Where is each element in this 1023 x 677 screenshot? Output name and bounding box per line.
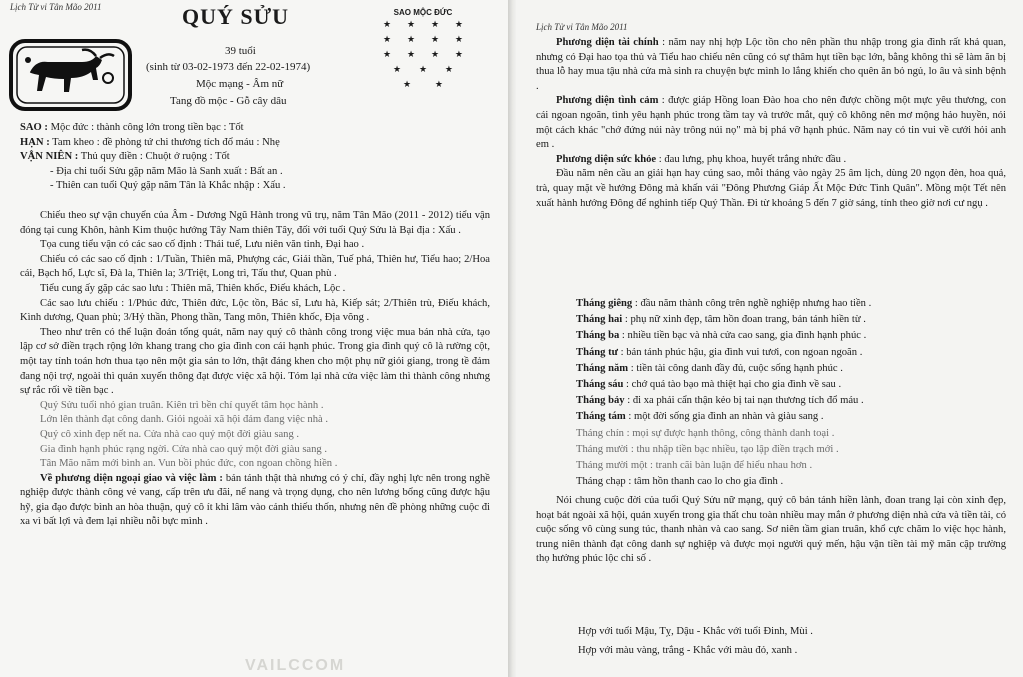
sao-han-block [20,121,490,194]
month-item: Tháng giêng : đầu năm thành công trên nghề nghiệp nhưng hao tiền . [576,298,872,309]
paragraph: Theo như trên có thể luận đoán tổng quát, năm nay quý cô thành công trong việc mua bán nhà cửa, tạo lập cơ sở điền trạch rộng lớn khang trang cho gia đình con cái hạnh phúc. Trong gia đình quý cô là rường cột, một tay tính toán hơn thua tạo nên một gia sản to lớn, thật đáng khen cho một phụ nữ giỏi giang, trong tề đảm đang nội trợ, ngoài thì quán xuyến thông đạt được việc xã hội. Tóm lại nhà cửa việc làm thì thành công nhưng sự rắc rối về tiền bạc . [20,326,490,397]
month-item: Tháng ba : nhiều tiền bạc và nhà cửa cao sang, gia đình hạnh phúc . [576,330,867,342]
month-item: Tháng hai : phụ nữ xinh đẹp, tâm hồn đoan trang, bản tánh hiền từ . [576,314,866,326]
paragraph: Tiểu cung ấy gặp các sao lưu : Thiên mã, Thiên khốc, Điếu khách, Lộc . [40,282,346,294]
list-item: Tân Mão năm mới bình an. Vun bồi phúc đức, con ngoan chồng hiền . [40,458,338,470]
month-item: Tháng bảy : đi xa phải cẩn thận kẻo bị tai nạn thương tích đổ máu . [576,395,864,407]
running-header-right: Lịch Tử vi Tân Mão 2011 [536,22,628,32]
paragraph: Tọa cung tiểu vận có các sao cố định : Thái tuế, Lưu niên văn tinh, Đại hao . [40,239,365,251]
star-row: ★ ★ ★ ★ [383,19,463,29]
van-nien-line: VẬN NIÊN : Thủ quy điền : Chuột ở ruộng : Tốt [20,151,230,163]
body-text-right [536,36,1006,211]
list-item: Quý cô xinh đẹp nết na. Cửa nhà cao quý một đời giàu sang . [40,428,300,440]
han-line: HẠN : Tam kheo : đề phòng tứ chi thương tích đổ máu : Nhẹ [20,136,280,148]
summary-block [536,494,1006,567]
left-page [0,0,508,677]
star-label: SAO MỘC ĐỨC [393,8,453,17]
tai-chinh-paragraph: Phương diện tài chính : năm nay nhị hợp Lộc tồn cho nên phần thu nhập trong gia đình rất khả quan, nhưng có Đại hao tọa thủ và Tiểu hao chiếu nên cũng có sự thâm hụt tiền bạc lớn, bằng không thì sẽ làm ăn bị thua lỗ hay mua tậu nhà cửa mà sinh ra chuyện bực mình lo lắng khiến cho quên ăn bỏ ngủ, lo âu và sinh bệnh . [536,37,1006,92]
page-title: QUÝ SỬU [182,4,290,29]
menh-line: Mộc mạng - Âm nữ [196,78,284,90]
ngoai-giao-paragraph: Về phương diện ngoại giao và việc làm : bản tánh thật thà nhưng có ý chí, đầy nghị lực nên trong nghề nghiệp được thành công vẻ vang, cấp trên ưu đãi, nể nang và trọng dụng, cho nên lương bổng cũng được hậu hỹ, gia đạo được bình an hòa thuận, quý cô ít khi lâm vào cảnh thiếu thốn, nhưng nên đề phòng những cuộc đi xa vì bất lợi và đem lại nhiều nỗi bực mình . [20,472,490,528]
star-row: ★ ★ ★ [393,64,453,74]
page-gutter [508,0,516,677]
paragraph: Chiếu theo sự vận chuyển của Âm - Dương Ngũ Hành trong vũ trụ, năm Tân Mão (2011 - 2012) tiểu vận đóng tại cung Khôn, hành Kim thuộc hướng Tây Nam thiên Tây, đối với tuổi Quý Sửu là Bại địa : Xấu . [20,210,490,236]
paragraph: Chiếu có các sao cố định : 1/Tuần, Thiên mã, Phượng các, Giải thần, Tuế phá, Thiên hư, Tiểu hao; 2/Hoa cái, Bạch hổ, Lực sĩ, Đà la, Thiên la; 3/Triệt, Long trì, Tấu thư, Quan phù . [20,253,490,280]
month-item: Tháng sáu : chớ quá tào bạo mà thiệt hại cho gia đình về sau . [576,379,842,391]
compatible-colors: Hợp với màu vàng, trắng - Khắc với màu đỏ, xanh . [578,645,798,656]
compatible-ages: Hợp với tuổi Mậu, Tỵ, Dậu - Khắc với tuổi Đinh, Mùi . [578,626,813,637]
running-header-left: Lịch Tử vi Tân Mão 2011 [10,2,102,12]
body-text-left [20,209,490,530]
month-item: Tháng năm : tiền tài công danh đầy đủ, cuộc sống hạnh phúc . [576,362,843,374]
age-line: 39 tuổi [225,45,256,57]
compatibility-block [578,622,998,660]
cau-an-paragraph: Đầu năm nên cầu an giải hạn hay cúng sao, mỗi tháng vào ngày 25 âm lịch, dùng 20 ngọn đèn, hoa quả, trà, quay mặt về hướng Đông mà khấn vái "Đông Phương Giáp Ất Mộc Đức Tinh Quân". Mồng một Tết nên xuất hành hướng Đông để nghinh tiếp Quý Thần. Đi từ khoảng 5 đến 7 giờ sáng, tính theo giờ nơi cư ngụ . [536,168,1006,209]
right-page [516,0,1023,677]
month-item: Tháng tám : một đời sống gia đình an nhàn và giàu sang . [576,411,824,423]
watermark: VAILCCOM [245,657,346,674]
dia-chi-line: - Địa chi tuổi Sửu gặp năm Mão là Sanh xuất : Bất an . [50,165,283,177]
buffalo-emblem-icon [8,38,133,112]
tinh-cam-paragraph: Phương diện tình cảm : được giáp Hồng loan Đào hoa cho nên được chồng một mực yêu thương, con cái ngoan ngoãn, tình yêu hạnh phúc trong tầm tay và trước mắt, quý cô không nên mơ mộng hảo huyền, nói một cách khác "chớ đứng núi này trông núi nọ" mà bị phá vỡ hạnh phúc. Năm nay có tin vui về cưới hỏi anh em . [536,95,1007,151]
paragraph: Các sao lưu chiếu : 1/Phúc đức, Thiên đức, Lộc tồn, Bác sĩ, Lưu hà, Kiếp sát; 2/Thiên trù, Điếu khách, Kình dương, Quan phù; 3/Hỷ thần, Phong thần, Tang môn, Thiên khốc, Địa võng . [20,297,490,324]
list-item: Gia đình hạnh phúc rạng ngời. Cửa nhà cao quý một đời giàu sang . [40,443,328,455]
thien-can-line: - Thiên can tuổi Quý gặp năm Tân là Khắc nhập : Xấu . [50,180,286,192]
list-item: Quý Sửu tuổi nhỏ gian truân. Kiên trì bền chí quyết tâm học hành . [40,399,324,411]
month-item: Tháng tư : bản tánh phúc hậu, gia đình vui tươi, con ngoan ngoãn . [576,346,863,358]
star-row: ★ ★ ★ ★ [383,34,463,44]
month-item: Tháng chạp : tâm hồn thanh cao lo cho gia đình . [576,476,784,488]
star-row: ★ ★ [403,79,443,89]
list-item: Lớn lên thành đạt công danh. Giỏi ngoài xã hội đảm đang việc nhà . [40,414,329,426]
month-item: Tháng chín : mọi sự được hạnh thông, công thành danh toại . [576,427,835,439]
monthly-forecast-list [576,296,1006,490]
suc-khoe-paragraph: Phương diện sức khỏe : đau lưng, phụ khoa, huyết trắng nhức đầu . [556,153,847,165]
tang-do-line: Tang đồ mộc - Gỗ cây dâu [170,95,287,107]
birth-range: (sinh từ 03-02-1973 đến 22-02-1974) [146,61,311,73]
sao-line: SAO : Mộc đức : thành công lớn trong tiền bạc : Tốt [20,122,244,133]
star-figure [383,8,463,92]
month-item: Tháng mười một : tranh cãi bàn luận để hiểu nhau hơn . [576,460,813,472]
verse-list [20,399,490,472]
star-row: ★ ★ ★ ★ [383,49,463,59]
summary-paragraph: Nói chung cuộc đời của tuổi Quý Sửu nữ mạng, quý cô bản tánh hiền lành, đoan trang lại còn xinh đẹp, hoạt bát ngoài xã hội, quán xuyến trong gia thất chu toàn nhiều may mắn ở phương diện nhà cửa và tiền tài, có cuộc sống vô cùng sung túc, thanh nhàn và cao sang. Sơ niên tầm gian truân, khổ cực chăm lo việc học hành, trung niên thành đạt công danh sự nghiệp và được mọi người quý mến, hậu vận tiền tài mỹ mãn cập trường thọ hưởng phúc lộc chi số . [536,495,1006,565]
month-item: Tháng mười : thu nhập tiền bạc nhiều, tạo lập điền trạch mới . [576,443,839,455]
